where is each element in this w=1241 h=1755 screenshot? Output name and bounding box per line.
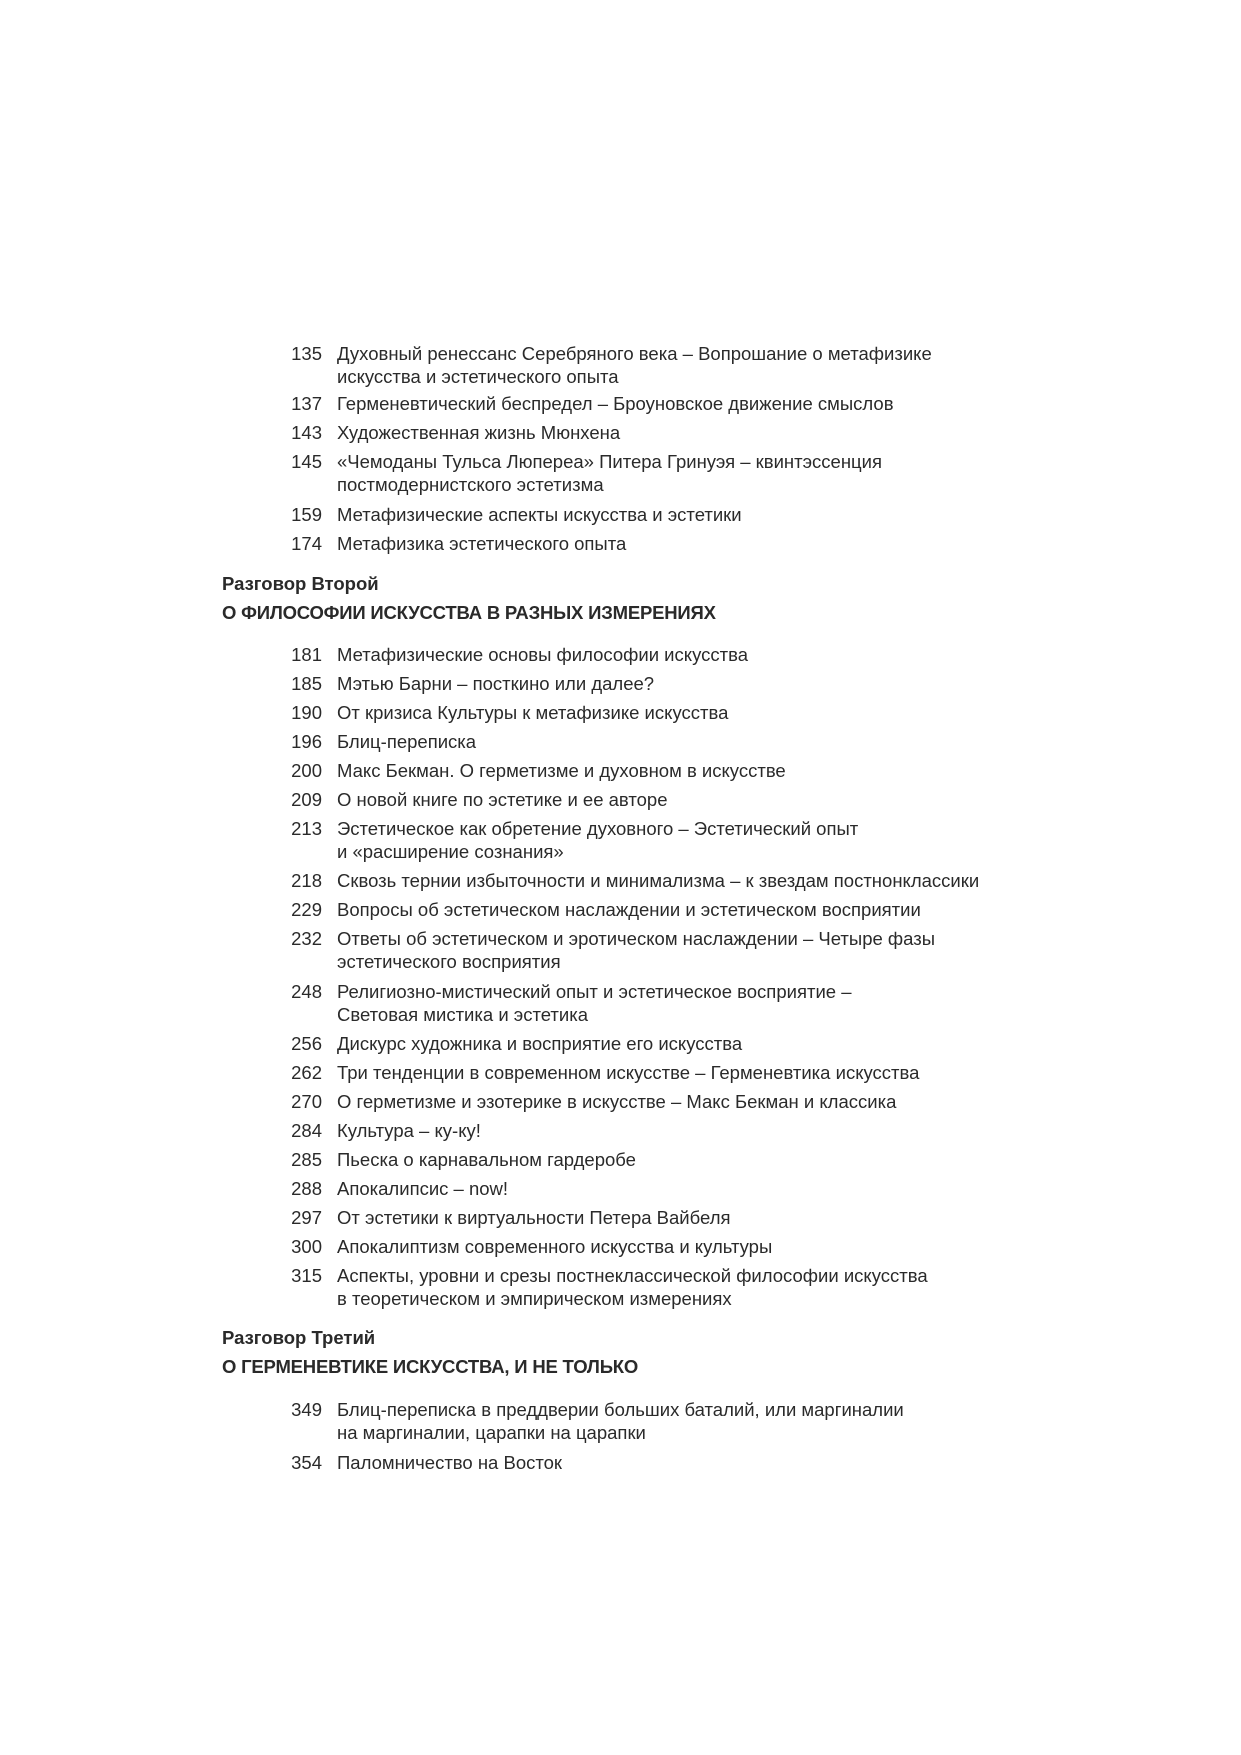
page-number: 315 — [291, 1265, 322, 1286]
entry-title: От кризиса Культуры к метафизике искусства — [337, 702, 729, 723]
page-number: 181 — [291, 644, 322, 665]
page-number: 137 — [291, 393, 322, 414]
page-number: 185 — [291, 673, 322, 694]
entry-title: От эстетики к виртуальности Петера Вайбеля — [337, 1207, 731, 1228]
entry-title: Паломничество на Восток — [337, 1452, 563, 1473]
entry-title: Эстетическое как обретение духовного – Эстетический опыт и «расширение сознания» — [337, 818, 859, 862]
page-number: 285 — [291, 1149, 322, 1170]
entry-title: Апокалипсис – now! — [337, 1178, 509, 1199]
entry-title: Мэтью Барни – посткино или далее? — [337, 673, 655, 694]
page-number: 262 — [291, 1062, 322, 1083]
page-number: 248 — [291, 981, 322, 1002]
page-number: 190 — [291, 702, 322, 723]
entry-title: Ответы об эстетическом и эротическом наслаждении – Четыре фазы эстетического восприятия — [337, 928, 935, 972]
page-number: 174 — [291, 533, 322, 554]
section-label: Разговор Второй — [222, 573, 379, 594]
page-number: 145 — [291, 451, 322, 472]
page-number: 297 — [291, 1207, 322, 1228]
page-number: 232 — [291, 928, 322, 949]
page-number: 256 — [291, 1033, 322, 1054]
section-label: Разговор Третий — [222, 1327, 376, 1348]
page-number: 349 — [291, 1399, 322, 1420]
entry-title: Блиц-переписка в преддверии больших баталий, или маргиналии на маргиналии, царапки на царапки — [337, 1399, 904, 1443]
page-number: 159 — [291, 504, 322, 525]
page-number: 270 — [291, 1091, 322, 1112]
entry-title: Художественная жизнь Мюнхена — [337, 422, 621, 443]
page-number: 354 — [291, 1452, 322, 1473]
entry-title: О герметизме и эзотерике в искусстве – Макс Бекман и классика — [337, 1091, 897, 1112]
page-number: 213 — [291, 818, 322, 839]
page-number: 143 — [291, 422, 322, 443]
entry-title: Три тенденции в современном искусстве – Герменевтика искусства — [337, 1062, 920, 1083]
entry-title: Апокалиптизм современного искусства и культуры — [337, 1236, 773, 1257]
entry-title: Макс Бекман. О герметизме и духовном в искусстве — [337, 760, 786, 781]
entry-title: Метафизические основы философии искусства — [337, 644, 748, 665]
entry-title: Метафизика эстетического опыта — [337, 533, 627, 554]
entry-title: Культура – ку-ку! — [337, 1120, 481, 1141]
page-number: 300 — [291, 1236, 322, 1257]
page-number: 288 — [291, 1178, 322, 1199]
page-number: 229 — [291, 899, 322, 920]
page-number: 200 — [291, 760, 322, 781]
page-number: 196 — [291, 731, 322, 752]
page-number: 284 — [291, 1120, 322, 1141]
section-heading: О ГЕРМЕНЕВТИКЕ ИСКУССТВА, И НЕ ТОЛЬКО — [222, 1356, 639, 1377]
entry-title: Религиозно-мистический опыт и эстетическое восприятие – Световая мистика и эстетика — [337, 981, 852, 1025]
entry-title: Герменевтический беспредел – Броуновское движение смыслов — [337, 393, 894, 414]
page-number: 135 — [291, 343, 322, 364]
entry-title: Духовный ренессанс Серебряного века – Вопрошание о метафизике искусства и эстетического опыта — [337, 343, 932, 387]
entry-title: Пьеска о карнавальном гардеробе — [337, 1149, 636, 1170]
section-heading: О ФИЛОСОФИИ ИСКУССТВА В РАЗНЫХ ИЗМЕРЕНИЯХ — [222, 602, 716, 623]
entry-title: Вопросы об эстетическом наслаждении и эстетическом восприятии — [337, 899, 921, 920]
entry-title: Сквозь тернии избыточности и минимализма – к звездам постнонклассики — [337, 870, 980, 891]
entry-title: Блиц-переписка — [337, 731, 477, 752]
entry-title: Аспекты, уровни и срезы постнеклассической философии искусства в теоретическом и эмпирическом измерениях — [337, 1265, 928, 1309]
page-number: 218 — [291, 870, 322, 891]
entry-title: «Чемоданы Тульса Люпереа» Питера Гринуэя – квинтэссенция постмодернистского эстетизма — [337, 451, 883, 495]
page-number: 209 — [291, 789, 322, 810]
entry-title: Метафизические аспекты искусства и эстетики — [337, 504, 742, 525]
entry-title: Дискурс художника и восприятие его искусства — [337, 1033, 743, 1054]
entry-title: О новой книге по эстетике и ее авторе — [337, 789, 668, 810]
